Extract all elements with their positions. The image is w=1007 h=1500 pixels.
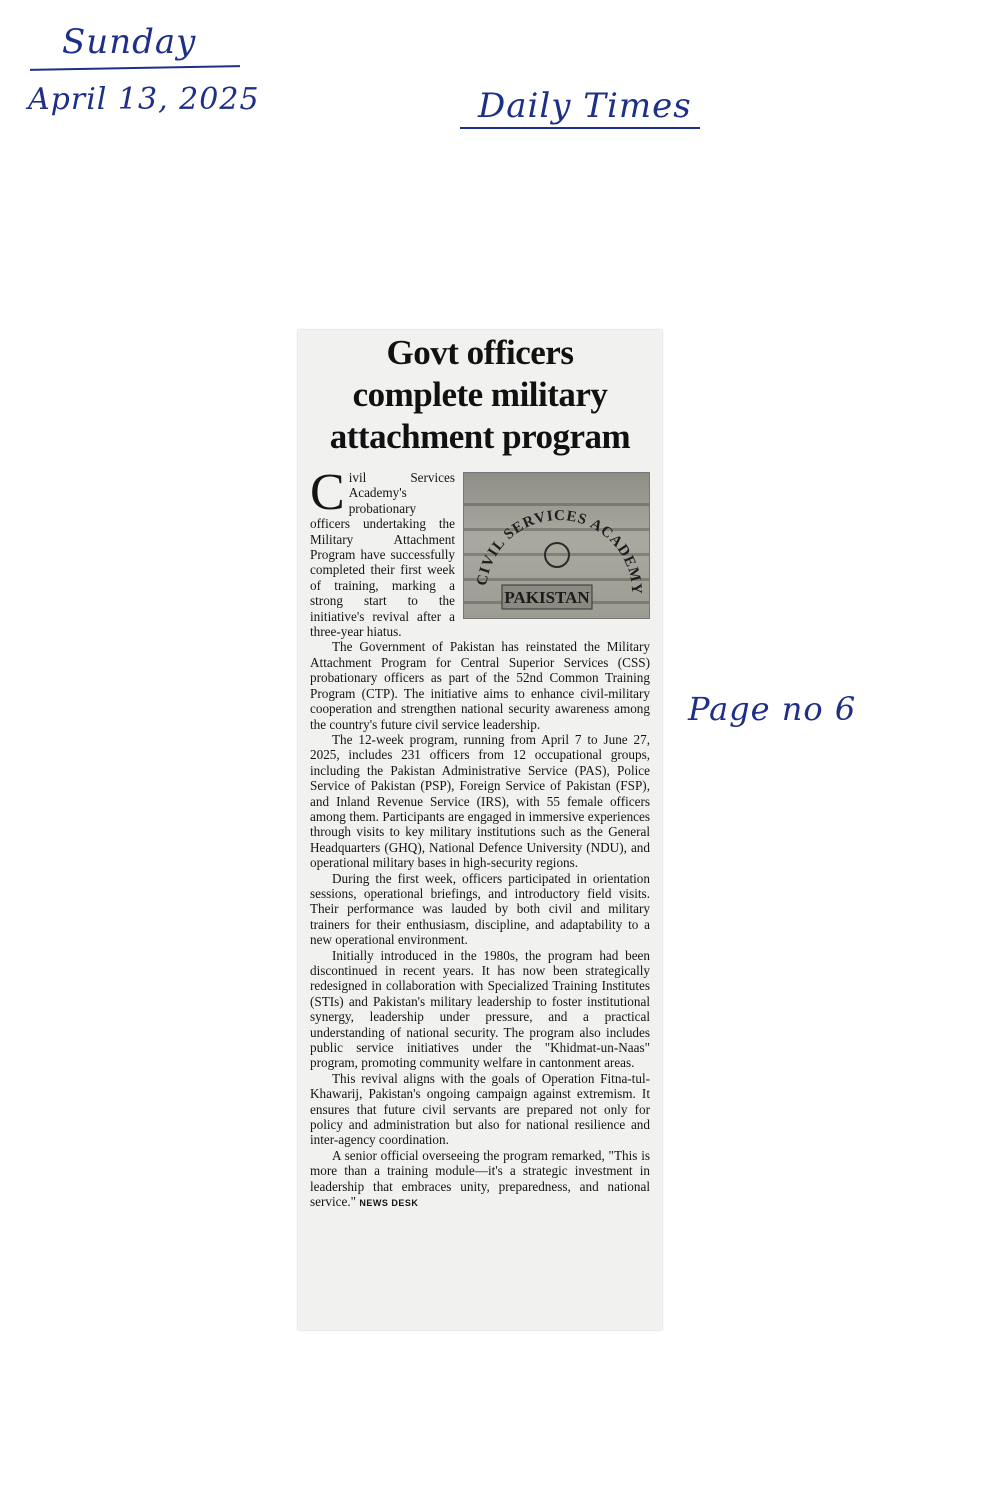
paragraph-4: Initially introduced in the 1980s, the program had been discontinued in recent years. It has now been strategically redesigned in collaboration with Specialized Training Institutes (STIs) and Pakistan's military leadership to foster institutional synergy, leadership under pressure, and a practical understanding of national security. The program also includes public service initiatives under the "Khidmat-un-Naas" program, promoting community welfare in cantonment areas. [310,947,650,1071]
emblem-icon [545,543,569,567]
article-body [310,464,650,1212]
handwritten-newspaper: Daily Times [478,86,692,126]
sign-bottom-text: PAKISTAN [504,588,590,607]
dropcap: C [310,464,345,521]
handwritten-page-note: Page no 6 [688,690,857,728]
paragraph-6 [310,1148,650,1212]
paragraph-1: The Government of Pakistan has reinstated the Military Attachment Program for Central Superior Services (CSS) probationary officers as part of the 52nd Common Training Program (CTP). The initiative aims to enhance civil-military cooperation and strengthen national security awareness among the country's future civil service leadership. [310,639,650,732]
byline: NEWS DESK [359,1198,419,1209]
paragraph-2: The 12-week program, running from April 7 to June 27, 2025, includes 231 officers from 12 occupational groups, including the Pakistan Administrative Service (PAS), Police Service of Pakistan (PSP), Foreign Service of Pakistan (FSP), and Inland Revenue Service (IRS), with 55 female officers among them. Participants are engaged in immersive experiences through visits to key military institutions such as the General Headquarters (GHQ), National Defence University (NDU), and operational military bases in high-security regions. [310,731,650,871]
headline [298,330,662,458]
academy-sign-svg [464,473,649,618]
sign-top-text: CIVIL SERVICES ACADEMY [474,507,645,596]
paragraph-3: During the first week, officers participated in orientation sessions, operational briefings, and introductory field visits. Their performance was lauded by both civil and military trainers for their enthusiasm, discipline, and adaptability to a new operational environment. [310,870,650,948]
academy-sign-photo [463,472,650,619]
lead-text: ivil Services Academy's probationary officers undertaking the Military Attachment Program have successfully completed their first week of training, marking a strong start to the initiative's revival after a three-year hiatus. [310,470,455,640]
headline-line-3: attachment program [329,417,631,456]
handwritten-date: April 13, 2025 [28,82,260,117]
headline-line-1: Govt officers [386,333,574,372]
underline-day [30,65,240,71]
headline-line-2: complete military [352,375,608,414]
handwritten-day: Sunday [62,22,197,62]
paragraph-6-text: A senior official overseeing the program remarked, "This is more than a training module—it's a strategic investment in leadership that embraces unity, preparedness, and national service." [310,1147,650,1210]
newspaper-clipping [298,330,662,1330]
paragraph-5: This revival aligns with the goals of Operation Fitna-tul-Khawarij, Pakistan's ongoing campaign against extremism. It ensures that future civil servants are prepared not only for policy and administration but also for national resilience and inter-agency coordination. [310,1070,650,1148]
underline-newspaper [460,127,700,129]
sign-arc-text [474,508,644,595]
